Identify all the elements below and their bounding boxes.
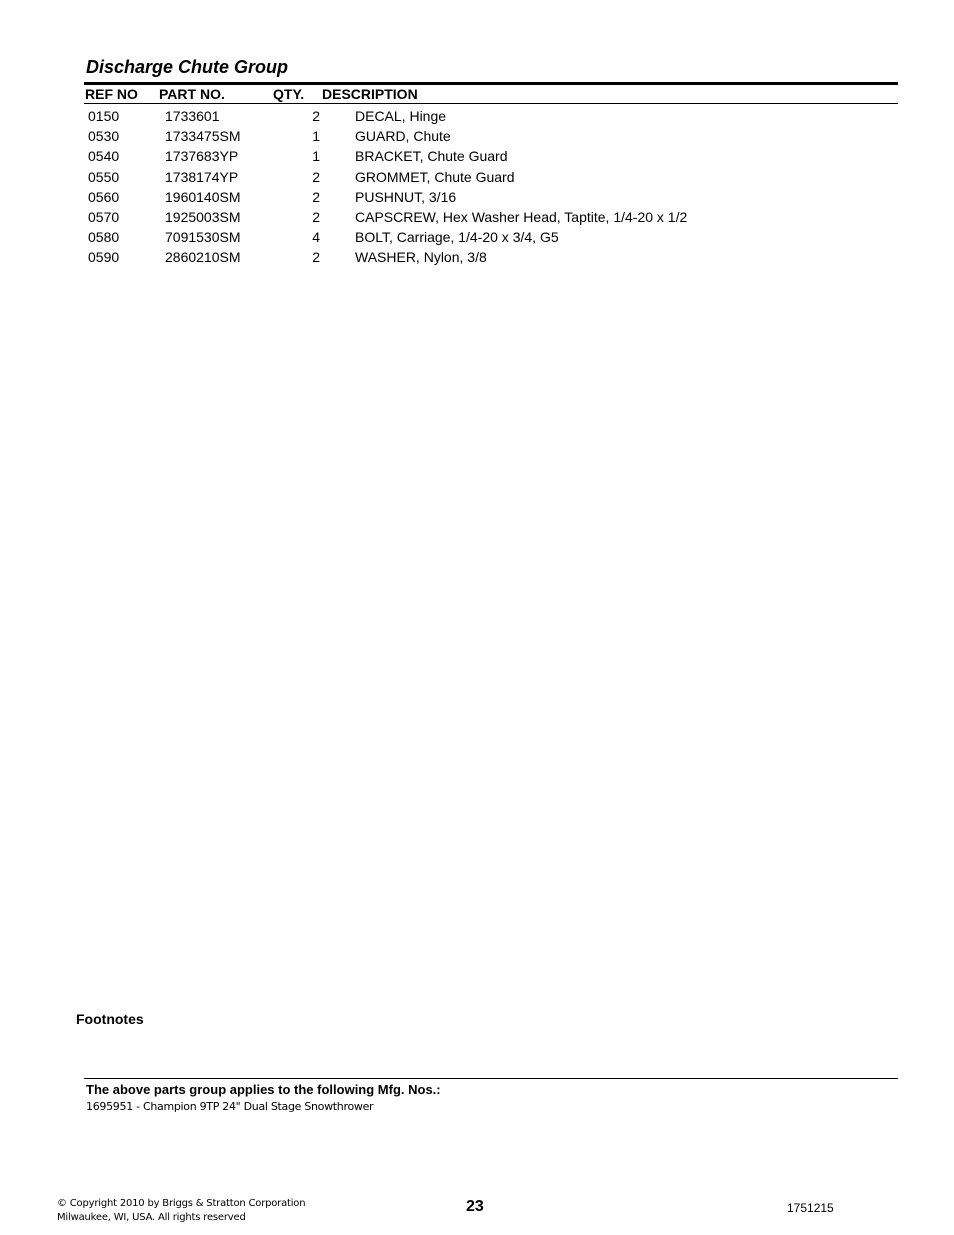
part-no-cell: 1960140SM	[165, 188, 241, 205]
qty-cell: 1	[312, 148, 320, 165]
ref-no-cell: 0580	[88, 229, 120, 246]
mfg-divider	[84, 1078, 898, 1079]
ref-no-cell: 0540	[88, 148, 120, 165]
description-cell: DECAL, Hinge	[355, 108, 447, 124]
part-no-cell: 1733475SM	[165, 128, 241, 145]
part-no-cell: 1737683YP	[165, 148, 239, 165]
part-no-cell: 1733601	[165, 108, 220, 124]
table-row	[0, 229, 954, 249]
qty-cell: 2	[312, 188, 320, 205]
description-cell: WASHER, Nylon, 3/8	[355, 249, 487, 266]
ref-no-cell: 0590	[88, 249, 120, 266]
footnotes-heading: Footnotes	[76, 1011, 144, 1027]
description-cell: BOLT, Carriage, 1/4-20 x 3/4, G5	[355, 229, 559, 246]
description-cell: GUARD, Chute	[355, 128, 451, 145]
parts-table-body	[0, 108, 954, 270]
column-header-ref-no: REF NO	[85, 86, 138, 102]
part-no-cell: 7091530SM	[165, 229, 241, 246]
document-number: 1751215	[787, 1201, 834, 1215]
title-divider	[84, 82, 898, 85]
qty-cell: 2	[312, 249, 320, 266]
copyright-line: Milwaukee, WI, USA. All rights reserved	[57, 1212, 246, 1223]
ref-no-cell: 0150	[88, 108, 120, 124]
ref-no-cell: 0550	[88, 168, 120, 185]
mfg-number-item: 1695951 - Champion 9TP 24" Dual Stage Snowthrower	[86, 1100, 374, 1113]
qty-cell: 4	[312, 229, 320, 246]
table-row	[0, 148, 954, 168]
column-header-qty: QTY.	[273, 86, 305, 102]
part-no-cell: 1925003SM	[165, 208, 241, 225]
column-header-description: DESCRIPTION	[322, 86, 418, 102]
qty-cell: 1	[312, 128, 320, 145]
copyright-notice	[57, 1197, 305, 1225]
table-row	[0, 128, 954, 148]
table-row	[0, 189, 954, 209]
qty-cell: 2	[312, 108, 320, 124]
mfg-numbers-heading: The above parts group applies to the following Mfg. Nos.:	[86, 1082, 441, 1097]
parts-table-header	[0, 86, 954, 103]
column-header-part-no: PART NO.	[159, 86, 225, 102]
table-row	[0, 249, 954, 269]
table-row	[0, 169, 954, 189]
table-row	[0, 108, 954, 128]
part-no-cell: 1738174YP	[165, 168, 239, 185]
description-cell: CAPSCREW, Hex Washer Head, Taptite, 1/4-20 x 1/2	[355, 208, 688, 225]
header-divider	[84, 103, 898, 104]
qty-cell: 2	[312, 168, 320, 185]
ref-no-cell: 0530	[88, 128, 120, 145]
description-cell: GROMMET, Chute Guard	[355, 168, 515, 185]
description-cell: BRACKET, Chute Guard	[355, 148, 508, 165]
table-row	[0, 209, 954, 229]
ref-no-cell: 0570	[88, 208, 120, 225]
description-cell: PUSHNUT, 3/16	[355, 188, 457, 205]
page-title: Discharge Chute Group	[86, 57, 289, 77]
part-no-cell: 2860210SM	[165, 249, 241, 266]
qty-cell: 2	[312, 208, 320, 225]
copyright-line: © Copyright 2010 by Briggs & Stratton Corporation	[57, 1198, 306, 1209]
ref-no-cell: 0560	[88, 188, 120, 205]
page-number: 23	[466, 1198, 484, 1215]
